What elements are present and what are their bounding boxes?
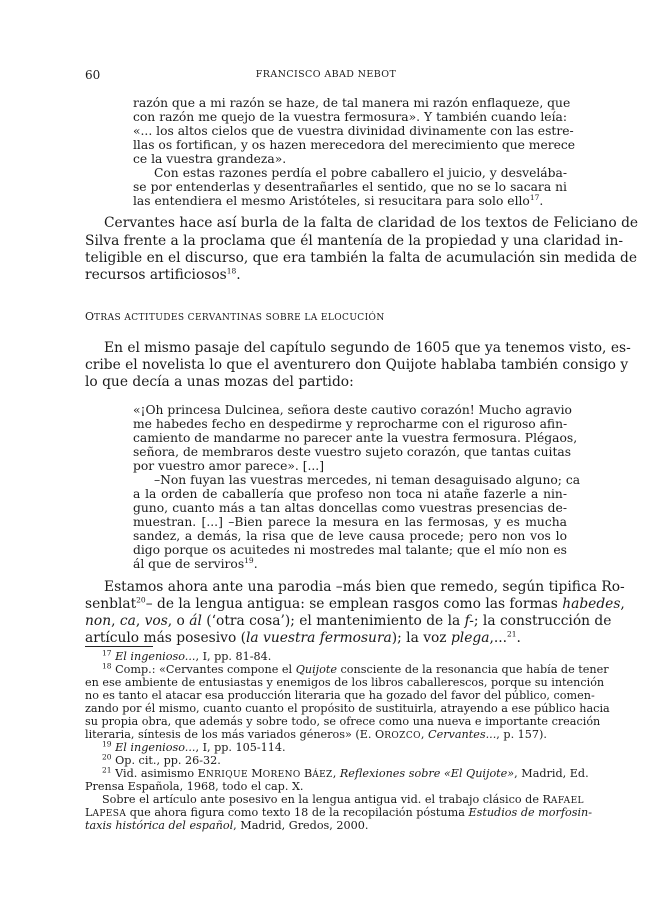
- quote-line: llas os fortifican, y os hazen merecedora del merecimiento que merece: [133, 138, 576, 152]
- footnote-text: , p. 157).: [496, 728, 547, 741]
- author-smallcaps: ORENO: [262, 770, 304, 780]
- author-smallcaps: ÁEZ: [312, 770, 333, 780]
- quote-line: sandez, a demás, la risa que de leve causa procede; pero non vos lo: [133, 529, 567, 543]
- body-text: artículo más posesivo (: [85, 630, 247, 646]
- footnote-text: , I, pp. 105-114.: [195, 741, 286, 754]
- body-line: [85, 595, 625, 612]
- footnote-text: consciente de la resonancia que había de tener: [336, 663, 609, 676]
- body-line: Silva frente a la proclama que él mantenía de la propiedad y una claridad in-: [85, 233, 623, 249]
- quote-line: «¡Oh princesa Dulcinea, señora deste cautivo corazón! Mucho agravio: [133, 403, 572, 417]
- footnote-text: M: [251, 767, 263, 780]
- body-line: lo que decía a unas mozas del partido:: [85, 374, 354, 390]
- footnote-line: su propia obra, que además y sobre todo, se ofrece como una nueva e importante creación: [85, 715, 601, 728]
- body-text: , o: [167, 613, 190, 629]
- page-number: 60: [85, 68, 101, 82]
- body-text: ); la voz: [391, 630, 451, 646]
- footnote-text: Comp.: «Cervantes compone el: [115, 663, 296, 676]
- footnote-title: Quijote: [295, 663, 337, 676]
- body-text: recursos artificiosos: [85, 267, 227, 283]
- footnote-ref-17[interactable]: 17: [529, 192, 540, 202]
- quote-line: muestran. [...] –Bien parece la mesura en las fermosas, y es mucha: [133, 515, 567, 529]
- section-heading: [85, 310, 385, 325]
- italic-term: non: [85, 613, 112, 629]
- author-smallcaps: ROZCO: [384, 731, 421, 741]
- footnote-20: [102, 754, 221, 767]
- footnote-text: ,: [420, 728, 429, 741]
- quote-line: razón que a mi razón se haze, de tal manera mi razón enflaqueze, que: [133, 96, 571, 110]
- body-line: En el mismo pasaje del capítulo segundo de 1605 que ya tenemos visto, es-: [104, 340, 631, 356]
- quote-line: digo porque os acuitedes ni mostredes mal talante; que el mío non es: [133, 543, 567, 557]
- quote-line: me habedes fecho en despedirme y reprocharme con el riguroso afin-: [133, 417, 568, 431]
- quote-line: ce la vuestra grandeza».: [133, 152, 287, 166]
- footnote-title: Reflexiones sobre «El Quijote»: [339, 767, 515, 780]
- quote-line: –Non fuyan las vuestras mercedes, ni teman desaguisado alguno; ca: [154, 473, 581, 487]
- italic-term: habedes: [562, 596, 621, 612]
- footnote-title: Cervantes...: [428, 728, 497, 741]
- body-text: ; la construcción de: [473, 613, 612, 629]
- footnote-18: [102, 661, 609, 676]
- footnote-title: El ingenioso...: [115, 650, 196, 663]
- footnote-title: Estudios de morfosin-: [468, 806, 593, 819]
- footnote-number: 18: [102, 661, 112, 671]
- quote-line: señora, de membraros deste vuestro sujeto corazón, que tantas cuitas: [133, 445, 572, 459]
- quote-line: «... los altos cielos que de vuestra divinidad divinamente con las estre-: [133, 124, 574, 138]
- footnote-text: Op. cit., pp. 26-32.: [115, 754, 221, 767]
- author-smallcaps: AFAEL: [550, 796, 584, 806]
- heading-text: TRAS ACTITUDES CERVANTINAS SOBRE LA ELOCUCIÓN: [94, 313, 385, 323]
- italic-term: f-: [464, 613, 474, 629]
- author-smallcaps: APESA: [92, 809, 127, 819]
- footnote-separator: [85, 646, 153, 647]
- footnote-title: taxis histórica del español: [85, 819, 234, 832]
- quote-line: con razón me quejo de la vuestra fermosura». Y también cuando leía:: [133, 110, 567, 124]
- footnote-text: ,: [332, 767, 340, 780]
- author-smallcaps: NRIQUE: [205, 770, 252, 780]
- quote-line: camiento de mandarme no parecer ante la vuestra fermosura. Plégaos,: [133, 431, 578, 445]
- body-text: .: [236, 267, 241, 283]
- running-head: FRANCISCO ABAD NEBOT: [255, 69, 397, 80]
- footnote-ref-18[interactable]: 18: [226, 266, 237, 276]
- italic-term: vos: [144, 613, 168, 629]
- quote-text: .: [253, 557, 258, 571]
- italic-term: plega: [450, 630, 490, 646]
- footnote-ref-20[interactable]: 20: [136, 595, 146, 605]
- quote-line: se por entenderlas y desentrañarles el sentido, que no se lo sacara ni: [133, 180, 567, 194]
- footnote-title: El ingenioso...: [115, 741, 196, 754]
- body-text: – de la lengua antigua: se emplean rasgos como las formas: [145, 596, 563, 612]
- quote-text: .: [539, 194, 544, 208]
- italic-term: la vuestra fermosura: [246, 630, 392, 646]
- body-line: [85, 267, 241, 283]
- footnote-line: no es tanto el atacar esa producción literaria que ha gozado del favor del público, comen-: [85, 689, 595, 702]
- footnote-line: Prensa Española, 1968, todo el cap. X.: [85, 780, 304, 793]
- footnote-text: L: [85, 806, 93, 819]
- quote-line: [133, 557, 258, 571]
- quote-line: guno, cuanto más a tan altas doncellas como vuestras presencias de-: [133, 501, 567, 515]
- body-line: [85, 613, 612, 629]
- quote-line: por vuestro amor parece». [...]: [133, 459, 325, 473]
- footnote-text: Sobre el artículo ante posesivo en la lengua antigua vid. el trabajo clásico de R: [102, 793, 551, 806]
- italic-term: ca: [119, 613, 136, 629]
- footnote-text: Vid. asimismo E: [115, 767, 206, 780]
- footnote-text: , Madrid, Gredos, 2000.: [233, 819, 369, 832]
- body-line: Cervantes hace así burla de la falta de claridad de los textos de Feliciano de: [104, 215, 639, 231]
- body-line: teligible en el discurso, que era también la falta de acumulación sin medida de: [85, 250, 638, 266]
- footnote-17: [102, 650, 271, 663]
- footnote-ref-19[interactable]: 19: [244, 555, 254, 565]
- footnote-line: zando por él mismo, cuanto cuanto el propósito de sustituirla, atrayendo a ese público hacia: [85, 702, 610, 715]
- quote-line: a la orden de caballería que profeso non toca ni atañe fazerle a nin-: [133, 487, 567, 501]
- italic-term: ál: [189, 613, 202, 629]
- body-text: ,: [135, 613, 145, 629]
- footnote-ref-21[interactable]: 21: [506, 629, 517, 639]
- body-line: Estamos ahora ante una parodia –más bien que remedo, según tipifica Ro-: [104, 579, 625, 595]
- body-line: [85, 630, 521, 646]
- footnote-number: 20: [102, 752, 112, 762]
- body-line: cribe el novelista lo que el aventurero don Quijote hablaba también consigo y: [85, 357, 629, 373]
- body-text: ,...: [489, 630, 507, 646]
- quote-text: ál que de serviros: [133, 557, 245, 571]
- body-text: senblat: [85, 596, 137, 612]
- footnote-line: en ese ambiente de entusiastas y enemigos de los libros caballerescos, porque su intención: [85, 676, 605, 689]
- quote-line: Con estas razones perdía el pobre caballero el juicio, y desvelába-: [154, 166, 567, 180]
- quote-line: [133, 194, 543, 208]
- footnote-text: B: [303, 767, 313, 780]
- quote-text: las entendiera el mesmo Aristóteles, si resucitara para solo ello: [133, 194, 530, 208]
- footnote-text: , I, pp. 81-84.: [195, 650, 272, 663]
- footnote-line: [85, 819, 368, 832]
- body-text: ,: [620, 596, 625, 612]
- footnote-number: 21: [102, 765, 112, 775]
- page-header: [85, 68, 567, 84]
- footnote-number: 19: [102, 739, 112, 749]
- heading-initial: O: [85, 310, 95, 323]
- footnote-text: literaria, síntesis de los más variados géneros» (E. O: [85, 728, 385, 741]
- body-text: (‘otra cosa’); el mantenimiento de la: [201, 613, 465, 629]
- body-text: .: [516, 630, 521, 646]
- body-text: ,: [111, 613, 120, 629]
- footnote-19: [102, 741, 286, 754]
- footnote-text: que ahora figura como texto 18 de la recopilación póstuma: [126, 806, 469, 819]
- footnote-text: , Madrid, Ed.: [514, 767, 589, 780]
- footnote-number: 17: [102, 648, 112, 658]
